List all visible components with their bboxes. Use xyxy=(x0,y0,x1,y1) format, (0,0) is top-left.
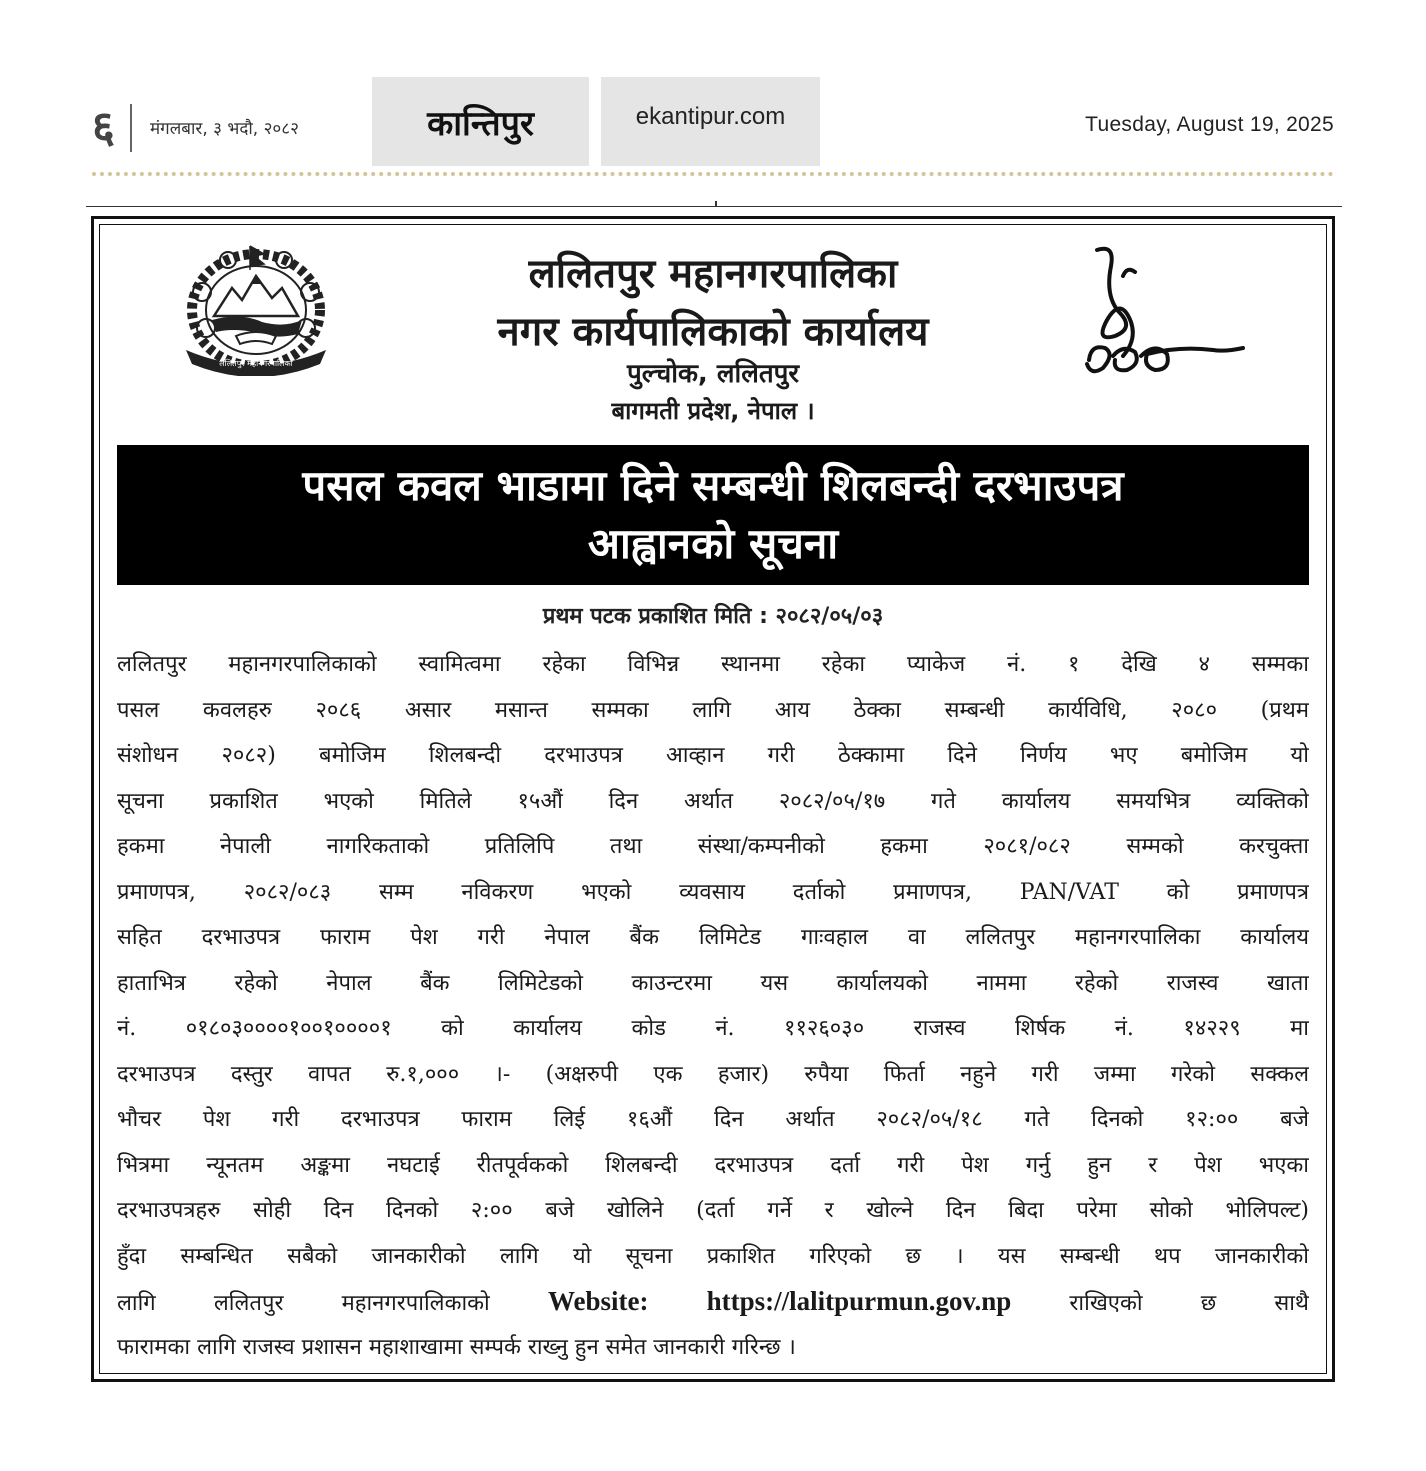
body-line: नं. ०१८०३००००१००१००००१ को कार्यालय कोड नं. ११२६०३० राजस्व शिर्षक नं. १४२२९ मा xyxy=(117,1016,1309,1041)
svg-text:ललितपुर महानगरपालिका: ललितपुर महानगरपालिका xyxy=(219,359,293,368)
office-location: पुल्चोक, ललितपुर xyxy=(626,359,800,389)
body-line: ललितपुर महानगरपालिकाको स्वामित्वमा रहेका विभिन्न स्थानमा रहेका प्याकेज नं. १ देखि ४ सम्मका xyxy=(117,652,1309,677)
nepal-emblem-icon xyxy=(180,240,332,376)
page-number-divider xyxy=(130,104,132,152)
notice-title-line-2: आह्वानको सूचना xyxy=(587,519,839,568)
notice-title-band xyxy=(117,445,1309,585)
body-line: हुँदा सम्बन्धित सबैको जानकारीको लागि यो सूचना प्रकाशित गरिएको छ । यस सम्बन्धी थप जानकारीको xyxy=(117,1243,1309,1269)
website-box xyxy=(601,77,820,166)
body-line: भित्रमा न्यूनतम अङ्कमा नघटाई रीतपूर्वकको शिलबन्दी दरभाउपत्र दर्ता गरी पेश गर्नु हुन र पेश भएका xyxy=(117,1152,1309,1178)
body-line: दरभाउपत्र दस्तुर वापत रु.१,००० ।- (अक्षरुपी एक हजार) रुपैया फिर्ता नहुने गरी जम्मा गरेको सक्कल xyxy=(117,1061,1309,1087)
website-label: Website: xyxy=(547,1286,649,1316)
body-line: प्रमाणपत्र, २०८२/०८३ सम्म नविकरण भएको व्यवसाय दर्ताको प्रमाणपत्र, PAN/VAT को प्रमाणपत्र xyxy=(117,879,1309,905)
website-url: ekantipur.com xyxy=(635,102,786,130)
office-name: ललितपुर महानगरपालिका xyxy=(528,251,898,297)
body-line: संशोधन २०८२) बमोजिम शिलबन्दी दरभाउपत्र आव्हान गरी ठेक्कामा दिने निर्णय भए बमोजिम यो xyxy=(117,743,1309,768)
body-line-website xyxy=(117,1279,1309,1325)
body-line-last: फारामका लागि राजस्व प्रशासन महाशाखामा सम्पर्क राख्नु हुन समेत जानकारी गरिन्छ । xyxy=(117,1334,796,1360)
body-line-website-before: लागि ललितपुर महानगरपालिकाको xyxy=(117,1291,490,1316)
page-rule xyxy=(86,206,1342,207)
nepali-date: मंगलबार, ३ भदौ, २०८२ xyxy=(150,119,299,139)
notice-title-line-1: पसल कवल भाडामा दिने सम्बन्धी शिलबन्दी दरभाउपत्र xyxy=(302,461,1124,510)
office-department: नगर कार्यपालिकाको कार्यालय xyxy=(497,309,929,355)
notice-body xyxy=(117,642,1309,1370)
signature-icon xyxy=(1075,236,1250,386)
english-date: Tuesday, August 19, 2025 xyxy=(1085,113,1334,136)
body-line: सहित दरभाउपत्र फाराम पेश गरी नेपाल बैंक लिमिटेड गाःवहाल वा ललितपुर महानगरपालिका कार्यालय xyxy=(117,925,1309,950)
body-line: सूचना प्रकाशित भएको मितिले १५औं दिन अर्थात २०८२/०५/१७ गते कार्यालय समयभित्र व्यक्तिको xyxy=(117,788,1309,814)
body-line: दरभाउपत्रहरु सोही दिन दिनको २:०० बजे खोलिने (दर्ता गर्ने र खोल्ने दिन बिदा परेमा सोको भोलिपल्ट) xyxy=(117,1198,1309,1223)
publish-date: प्रथम पटक प्रकाशित मिति : २०८२/०५/०३ xyxy=(542,604,884,629)
body-line: हाताभित्र रहेको नेपाल बैंक लिमिटेडको काउन्टरमा यस कार्यालयको नाममा रहेको राजस्व खाता xyxy=(117,970,1309,996)
brand-logo-box xyxy=(372,77,589,166)
center-tick xyxy=(715,201,717,207)
office-province: बागमती प्रदेश, नेपाल । xyxy=(611,397,815,425)
brand-name: कान्तिपुर xyxy=(427,103,534,144)
body-line: भौचर पेश गरी दरभाउपत्र फाराम लिई १६औं दिन अर्थात २०८२/०५/१८ गते दिनको १२:०० बजे xyxy=(117,1107,1309,1132)
body-line: हकमा नेपाली नागरिकताको प्रतिलिपि तथा संस्था/कम्पनीको हकमा २०८१/०८२ सम्मको करचुक्ता xyxy=(117,834,1309,859)
page-number: ६ xyxy=(92,102,115,153)
dotted-divider xyxy=(92,172,1334,176)
body-line-website-after: राखिएको छ साथै xyxy=(1069,1291,1309,1316)
website-link[interactable]: https://lalitpurmun.gov.np xyxy=(706,1286,1012,1316)
body-line: पसल कवलहरु २०८६ असार मसान्त सम्मका लागि आय ठेक्का सम्बन्धी कार्यविधि, २०८० (प्रथम xyxy=(117,697,1309,723)
